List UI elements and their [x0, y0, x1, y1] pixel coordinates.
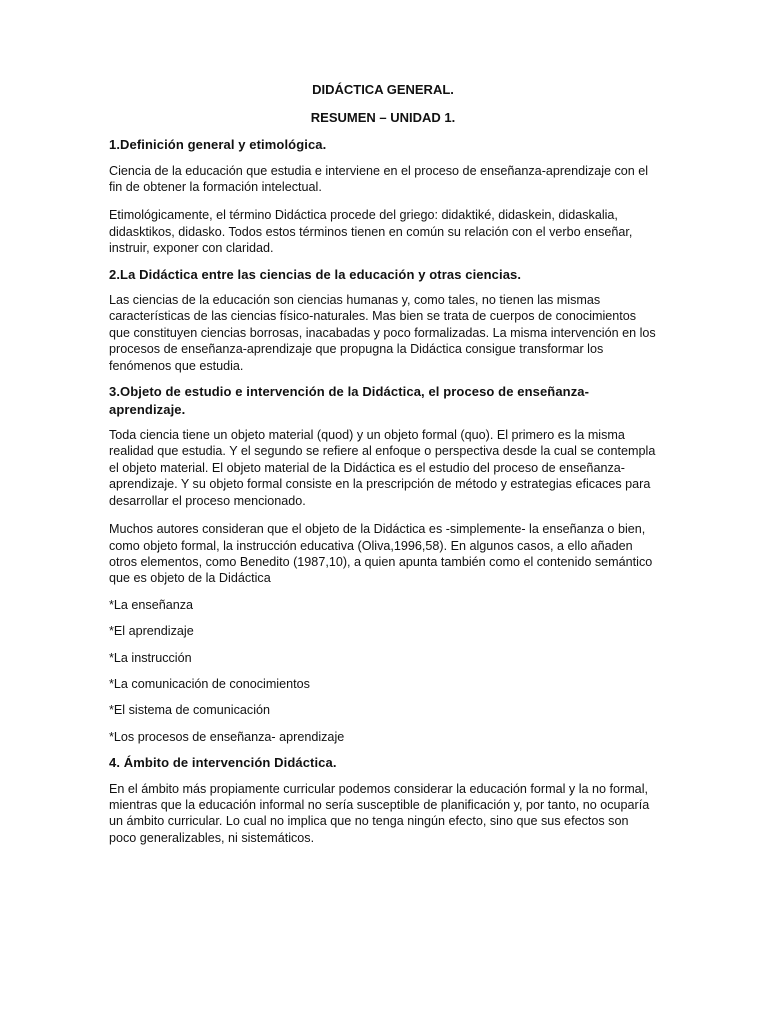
section-heading-1: 1.Definición general y etimológica. [109, 137, 327, 152]
list-item: *Los procesos de enseñanza- aprendizaje [109, 729, 345, 744]
section-2-paragraph-1: Las ciencias de la educación son ciencias humanas y, como tales, no tienen las mismas características de las ciencias físico-naturales. Mas bien se trata de cuerpos de conocimientos que constituyen ciencias borrosas, inacabadas y poco formalizadas. La misma intervención en los procesos de enseñanza-aprendizaje que propugna la Didáctica consigue transformar los fenómenos que estudia. [109, 293, 656, 373]
section-3-paragraph-1: Toda ciencia tiene un objeto material (quod) y un objeto formal (quo). El primero es la misma realidad que estudia. Y el segundo se refiere al enfoque o perspectiva desde la cual se contempla el objeto material. El objeto material de la Didáctica es el estudio del proceso de enseñanza-aprendizaje. Y su objeto formal consiste en la prescripción de método y estrategias eficaces para desarrollar el proceso mencionado. [109, 428, 656, 508]
list-item: *La enseñanza [109, 597, 194, 612]
document-subtitle: RESUMEN – UNIDAD 1. [310, 110, 456, 125]
element-list [109, 597, 657, 745]
list-item: *La instrucción [109, 650, 192, 665]
list-item: *El aprendizaje [109, 624, 194, 639]
document-title: DIDÁCTICA GENERAL. [312, 82, 454, 97]
document-page [109, 82, 657, 846]
section-heading-3: 3.Objeto de estudio e intervención de la Didáctica, el proceso de enseñanza-aprendizaje. [109, 384, 590, 417]
list-item: *El sistema de comunicación [109, 703, 270, 718]
list-item: *La comunicación de conocimientos [109, 676, 310, 691]
section-4-paragraph-1: En el ámbito más propiamente curricular podemos considerar la educación formal y la no formal, mientras que la educación informal no sería susceptible de planificación y, por tanto, no ocuparía un ámbito curricular. Lo cual no implica que no tenga ningún efecto, sino que sus efectos son poco generalizables, ni sistemáticos. [109, 781, 650, 845]
section-heading-4: 4. Ámbito de intervención Didáctica. [109, 755, 337, 771]
section-1-paragraph-1: Ciencia de la educación que estudia e interviene en el proceso de enseñanza-aprendizaje con el fin de obtener la formación intelectual. [109, 163, 649, 194]
section-1-paragraph-2: Etimológicamente, el término Didáctica procede del griego: didaktiké, didaskein, didaskalia, didasktikos, didasko. Todos estos términos tienen en común su relación con el verbo enseñar, instruir, exponer con claridad. [109, 208, 633, 256]
section-3-paragraph-2: Muchos autores consideran que el objeto de la Didáctica es -simplemente- la enseñanza o bien, como objeto formal, la instrucción educativa (Oliva,1996,58). En algunos casos, a ello añaden otros elementos, como Benedito (1987,10), a quien apunta también como el contenido semántico que es objeto de la Didáctica [109, 522, 653, 586]
section-heading-2: 2.La Didáctica entre las ciencias de la educación y otras ciencias. [109, 266, 522, 282]
